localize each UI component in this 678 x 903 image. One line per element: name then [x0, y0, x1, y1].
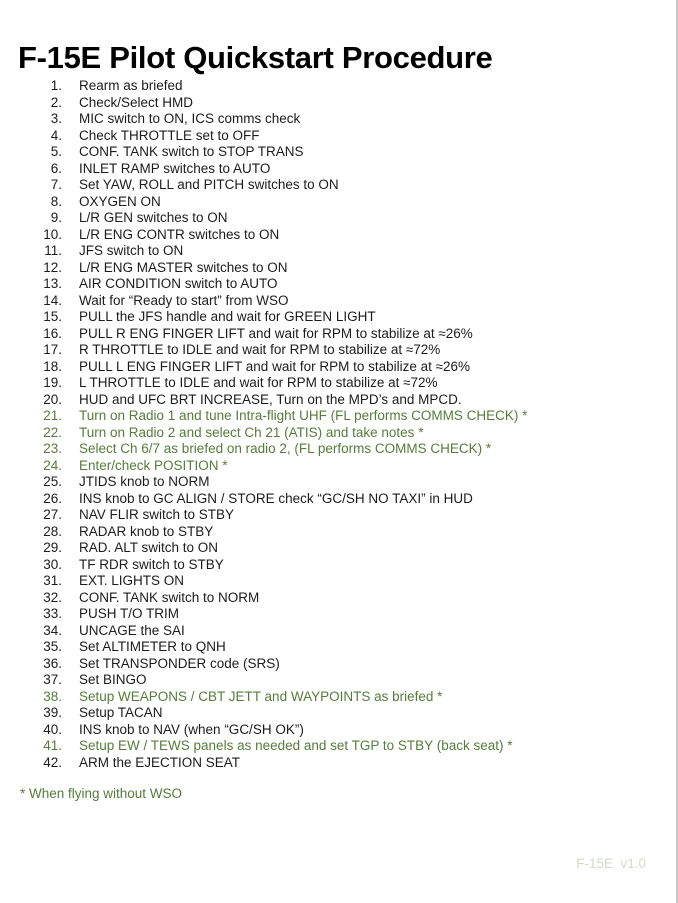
item-number: 22. [43, 424, 62, 440]
checklist-item [0, 507, 678, 524]
item-number: 1. [50, 78, 62, 93]
item-text: Turn on Radio 1 and tune Intra-flight UHF (FL performs COMMS CHECK) * [79, 408, 528, 423]
footer-version: F-15E v1.0 [576, 856, 646, 871]
item-number: 26. [43, 490, 62, 506]
checklist-item [0, 276, 678, 293]
item-text: TF RDR switch to STBY [79, 556, 224, 572]
checklist-item [0, 342, 678, 359]
item-number: 30. [43, 556, 62, 572]
item-number: 6. [50, 160, 62, 176]
checklist-item [0, 606, 678, 623]
item-text: Set ALTIMETER to QNH [79, 639, 226, 654]
item-text: L/R ENG MASTER switches to ON [79, 259, 288, 275]
checklist-item [0, 623, 678, 640]
checklist-item [0, 524, 678, 541]
checklist-item [0, 722, 678, 739]
item-number: 3. [50, 111, 62, 126]
item-number: 41. [43, 738, 62, 753]
item-text: Set YAW, ROLL and PITCH switches to ON [79, 177, 339, 192]
item-text: PULL L ENG FINGER LIFT and wait for RPM to stabilize at ≈26% [79, 358, 471, 374]
item-text: AIR CONDITION switch to AUTO [79, 276, 278, 291]
item-text: JFS switch to ON [79, 243, 184, 258]
item-number: 19. [43, 375, 62, 390]
item-number: 39. [43, 705, 62, 720]
item-number: 13. [43, 276, 62, 291]
item-number: 29. [43, 540, 62, 555]
item-number: 7. [50, 177, 62, 192]
checklist-item [0, 95, 678, 112]
item-text: Rearm as briefed [79, 78, 183, 93]
checklist-item [0, 408, 678, 425]
checklist-item [0, 177, 678, 194]
item-number: 36. [43, 655, 62, 671]
item-text: Set TRANSPONDER code (SRS) [79, 655, 280, 671]
checklist-item [0, 309, 678, 326]
item-text: Setup TACAN [79, 705, 163, 720]
checklist-item [0, 375, 678, 392]
checklist-item [0, 689, 678, 706]
item-number: 9. [50, 210, 62, 225]
item-text: R THROTTLE to IDLE and wait for RPM to stabilize at ≈72% [79, 342, 441, 357]
checklist-item [0, 78, 678, 95]
checklist-item [0, 639, 678, 656]
item-number: 17. [43, 342, 62, 357]
item-text: ARM the EJECTION SEAT [79, 754, 241, 770]
item-number: 42. [43, 754, 62, 770]
item-text: HUD and UFC BRT INCREASE, Turn on the MPD’s and MPCD. [79, 391, 462, 407]
item-number: 37. [43, 672, 62, 687]
item-number: 32. [43, 589, 62, 605]
item-number: 21. [43, 408, 62, 423]
checklist-item [0, 392, 678, 409]
item-number: 12. [43, 259, 62, 275]
item-text: CONF. TANK switch to NORM [79, 589, 260, 605]
checklist [0, 78, 678, 771]
item-text: Set BINGO [79, 672, 147, 687]
item-number: 20. [43, 391, 62, 407]
footnote: * When flying without WSO [20, 786, 183, 801]
item-number: 28. [43, 523, 62, 539]
item-text: CONF. TANK switch to STOP TRANS [79, 144, 304, 159]
item-text: Wait for “Ready to start” from WSO [79, 292, 289, 308]
item-number: 35. [43, 639, 62, 654]
checklist-item [0, 441, 678, 458]
item-text: L THROTTLE to IDLE and wait for RPM to stabilize at ≈72% [79, 375, 438, 390]
item-number: 14. [43, 292, 62, 308]
item-number: 10. [43, 226, 62, 242]
checklist-item [0, 458, 678, 475]
item-number: 38. [43, 688, 62, 704]
item-number: 23. [43, 441, 62, 456]
item-text: Check THROTTLE set to OFF [79, 127, 260, 143]
checklist-item [0, 491, 678, 508]
page-title: F-15E Pilot Quickstart Procedure [18, 39, 493, 75]
checklist-item [0, 755, 678, 772]
item-number: 34. [43, 622, 62, 638]
checklist-item [0, 656, 678, 673]
checklist-item [0, 738, 678, 755]
checklist-item [0, 425, 678, 442]
item-text: Check/Select HMD [79, 94, 194, 110]
item-number: 31. [43, 573, 62, 588]
checklist-item [0, 210, 678, 227]
item-number: 40. [43, 721, 62, 737]
checklist-item [0, 672, 678, 689]
checklist-item [0, 540, 678, 557]
item-text: RADAR knob to STBY [79, 523, 214, 539]
item-number: 24. [43, 457, 62, 473]
checklist-item [0, 161, 678, 178]
item-text: MIC switch to ON, ICS comms check [79, 111, 301, 126]
checklist-item [0, 705, 678, 722]
item-text: PULL the JFS handle and wait for GREEN LIGHT [79, 309, 376, 324]
item-text: JTIDS knob to NORM [79, 474, 210, 489]
item-text: INLET RAMP switches to AUTO [79, 160, 271, 176]
checklist-item [0, 111, 678, 128]
item-number: 27. [43, 507, 62, 522]
item-number: 4. [50, 127, 62, 143]
item-text: Setup WEAPONS / CBT JETT and WAYPOINTS as briefed * [79, 688, 443, 704]
item-number: 16. [43, 325, 62, 341]
item-text: INS knob to NAV (when “GC/SH OK”) [79, 721, 304, 737]
item-text: L/R GEN switches to ON [79, 210, 228, 225]
checklist-item [0, 227, 678, 244]
item-text: UNCAGE the SAI [79, 622, 185, 638]
checklist-item [0, 590, 678, 607]
item-text: Turn on Radio 2 and select Ch 21 (ATIS) and take notes * [79, 424, 424, 440]
item-text: OXYGEN ON [79, 193, 161, 209]
checklist-item [0, 128, 678, 145]
item-number: 33. [43, 606, 62, 621]
checklist-item [0, 359, 678, 376]
item-text: NAV FLIR switch to STBY [79, 507, 235, 522]
checklist-item [0, 557, 678, 574]
item-text: EXT. LIGHTS ON [79, 573, 185, 588]
item-text: Setup EW / TEWS panels as needed and set TGP to STBY (back seat) * [79, 738, 513, 753]
item-number: 25. [43, 474, 62, 489]
item-number: 18. [43, 358, 62, 374]
item-number: 11. [44, 243, 62, 258]
item-text: INS knob to GC ALIGN / STORE check “GC/SH NO TAXI” in HUD [79, 490, 473, 506]
checklist-item [0, 243, 678, 260]
item-text: Enter/check POSITION * [79, 457, 228, 473]
item-number: 5. [50, 144, 62, 159]
item-text: L/R ENG CONTR switches to ON [79, 226, 280, 242]
item-number: 2. [50, 94, 62, 110]
item-text: PULL R ENG FINGER LIFT and wait for RPM to stabilize at ≈26% [79, 325, 473, 341]
item-text: Select Ch 6/7 as briefed on radio 2, (FL performs COMMS CHECK) * [79, 441, 492, 456]
checklist-item [0, 144, 678, 161]
checklist-item [0, 573, 678, 590]
checklist-item [0, 293, 678, 310]
item-number: 15. [43, 309, 62, 324]
item-text: RAD. ALT switch to ON [79, 540, 219, 555]
checklist-item [0, 474, 678, 491]
item-number: 8. [50, 193, 62, 209]
item-text: PUSH T/O TRIM [79, 606, 180, 621]
checklist-item [0, 326, 678, 343]
checklist-item [0, 194, 678, 211]
checklist-item [0, 260, 678, 277]
